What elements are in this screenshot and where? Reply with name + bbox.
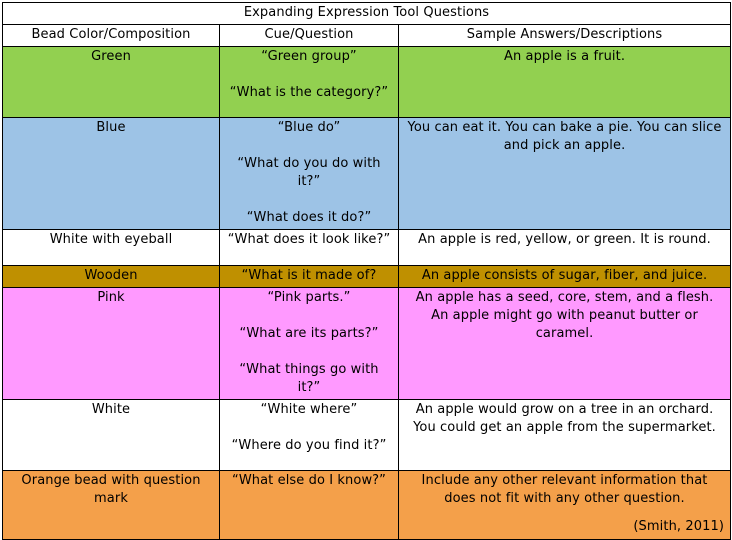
table-row: [3, 471, 731, 540]
bead-color-cell: Green: [3, 47, 220, 118]
sample-answer-text: An apple would grow on a tree in an orchard. You could get an apple from the supermarket.: [413, 402, 716, 435]
cue-question-cell: [220, 47, 399, 118]
title-row: [3, 3, 731, 25]
sample-answer-cell: [399, 400, 731, 471]
bead-color-cell: Wooden: [3, 266, 220, 288]
header-cue-question: Cue/Question: [220, 25, 399, 47]
cue-spacer: [226, 191, 392, 209]
table-row: [3, 230, 731, 266]
cue-question-cell: [220, 118, 399, 230]
sample-answer-text: An apple consists of sugar, fiber, and juice.: [421, 268, 708, 283]
sample-answer-cell: [399, 288, 731, 400]
sample-answer-cell: [399, 230, 731, 266]
sample-answer-text: An apple has a seed, core, stem, and a flesh. An apple might go with peanut butter or caramel.: [415, 290, 714, 341]
table-row: [3, 266, 731, 288]
table-row: [3, 47, 731, 118]
cue-question-cell: [220, 230, 399, 266]
cue-text: “What does it do?”: [246, 210, 372, 225]
header-sample-answers: Sample Answers/Descriptions: [399, 25, 731, 47]
cue-text: “What does it look like?”: [227, 232, 391, 247]
bead-color-cell: White: [3, 400, 220, 471]
expanding-expression-table: [2, 2, 731, 540]
bead-color-cell: Blue: [3, 118, 220, 230]
cue-spacer: [226, 66, 392, 84]
sample-answer-text: An apple is red, yellow, or green. It is round.: [418, 232, 711, 247]
sample-answer-cell: [399, 266, 731, 288]
header-row: [3, 25, 731, 47]
cue-text: “What do you do with it?”: [237, 156, 381, 189]
sample-answer-cell: [399, 118, 731, 230]
table-row: [3, 400, 731, 471]
citation: (Smith, 2011): [633, 519, 725, 534]
cue-spacer: [226, 137, 392, 155]
bead-color-cell: Pink: [3, 288, 220, 400]
cue-text: “What else do I know?”: [231, 473, 387, 488]
cue-text: “What are its parts?”: [239, 326, 379, 341]
cue-text: “White where”: [260, 402, 358, 417]
cue-text: “Blue do”: [277, 120, 341, 135]
header-bead-color: Bead Color/Composition: [3, 25, 220, 47]
cue-question-cell: [220, 266, 399, 288]
cue-text: “What is the category?”: [229, 85, 389, 100]
cue-spacer: [226, 419, 392, 437]
cue-question-cell: [220, 288, 399, 400]
bead-color-cell: Orange bead with question mark: [3, 471, 220, 540]
table-row: [3, 118, 731, 230]
table-row: [3, 288, 731, 400]
bead-color-cell: White with eyeball: [3, 230, 220, 266]
cue-spacer: [226, 307, 392, 325]
cue-text: “What is it made of?: [241, 268, 377, 283]
cue-text: “Green group”: [261, 49, 357, 64]
sample-answer-text: You can eat it. You can bake a pie. You can slice and pick an apple.: [407, 120, 722, 153]
cue-spacer: [226, 343, 392, 361]
cue-question-cell: [220, 471, 399, 540]
sample-answer-text: An apple is a fruit.: [503, 49, 626, 64]
cue-text: “Pink parts.”: [267, 290, 351, 305]
cue-text: “Where do you find it?”: [231, 438, 387, 453]
table-title: Expanding Expression Tool Questions: [3, 3, 731, 25]
cue-question-cell: [220, 400, 399, 471]
sample-answer-cell: [399, 471, 731, 540]
sample-answer-cell: [399, 47, 731, 118]
sample-answer-text: Include any other relevant information that does not fit with any other question.: [421, 473, 708, 506]
cue-text: “What things go with it?”: [239, 362, 379, 395]
